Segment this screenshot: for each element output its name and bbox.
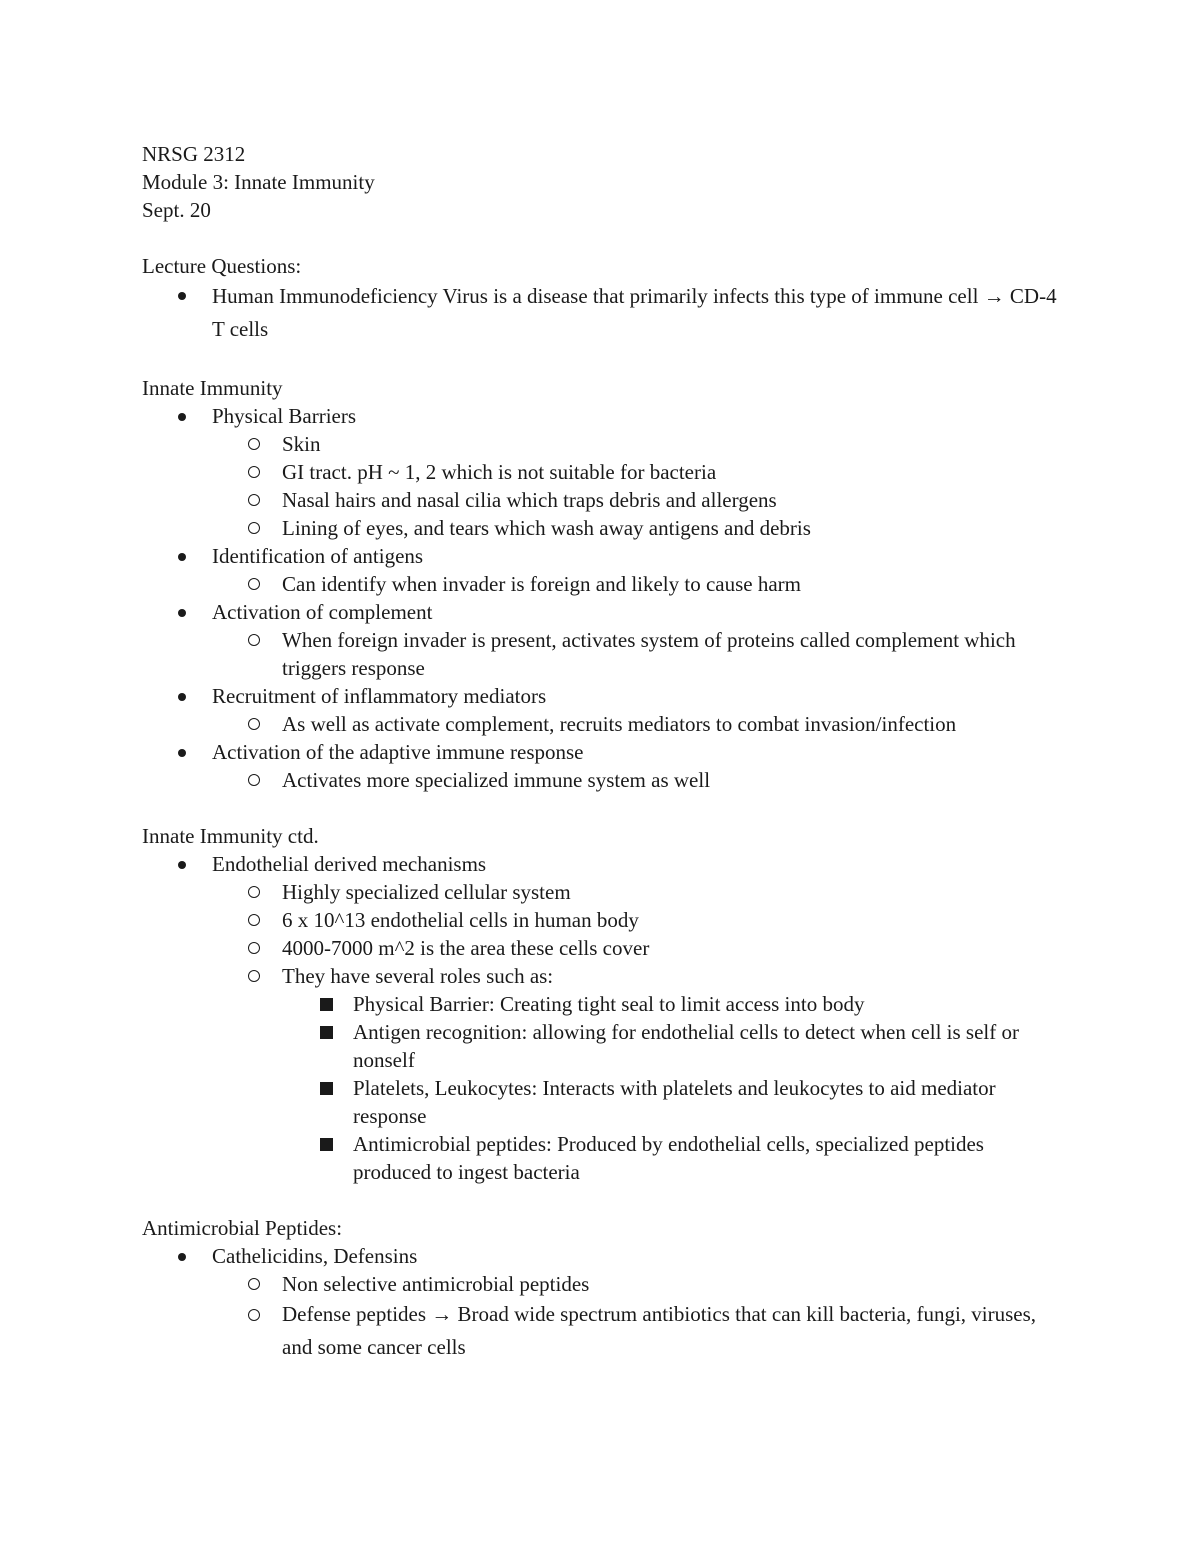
sub-list (142, 626, 1062, 682)
list-item (142, 990, 1062, 1018)
bullet-dot (178, 861, 186, 869)
list-item (142, 514, 1062, 542)
innate-immunity-ctd-heading: Innate Immunity ctd. (142, 824, 319, 848)
sub-list (142, 570, 1062, 598)
sub-list (142, 1270, 1062, 1364)
list-item (142, 878, 1062, 906)
list-item (142, 1298, 1062, 1364)
antimicrobial-peptides-list (142, 1242, 1062, 1364)
bullet-dot (178, 553, 186, 561)
antimicrobial-peptides-heading: Antimicrobial Peptides: (142, 1216, 343, 1240)
bullet-circle (248, 466, 260, 478)
bullet-circle (248, 942, 260, 954)
list-item (142, 430, 1062, 458)
bullet-circle (248, 634, 260, 646)
bullet-circle (248, 886, 260, 898)
item-label: Physical Barriers (212, 404, 357, 428)
item-text: GI tract. pH ~ 1, 2 which is not suitable for bacteria (282, 460, 717, 484)
notes-page (142, 140, 1062, 1364)
item-label: Activation of complement (212, 600, 433, 624)
list-item (142, 738, 1062, 766)
list-item (142, 962, 1062, 990)
item-text: Can identify when invader is foreign and likely to cause harm (282, 572, 802, 596)
list-item (142, 850, 1062, 878)
item-text: Platelets, Leukocytes: Interacts with platelets and leukocytes to aid mediator response (353, 1076, 996, 1128)
item-text: Activates more specialized immune system as well (282, 768, 711, 792)
item-text: Highly specialized cellular system (282, 880, 571, 904)
item-text: Defense peptides → Broad wide spectrum antibiotics that can kill bacteria, fungi, viruses, and some cancer cells (282, 1302, 1037, 1359)
item-text: Skin (282, 432, 321, 456)
bullet-square (320, 1026, 333, 1039)
bullet-circle (248, 1309, 260, 1321)
list-item (142, 766, 1062, 794)
item-text: Non selective antimicrobial peptides (282, 1272, 590, 1296)
bullet-circle (248, 914, 260, 926)
sub-list (142, 710, 1062, 738)
bullet-circle (248, 578, 260, 590)
list-item (142, 570, 1062, 598)
list-item (142, 402, 1062, 430)
item-label: Identification of antigens (212, 544, 424, 568)
note-date: Sept. 20 (142, 198, 211, 222)
item-label: Activation of the adaptive immune response (212, 740, 584, 764)
list-item (142, 280, 1062, 346)
list-item (142, 710, 1062, 738)
bullet-dot (178, 693, 186, 701)
bullet-circle (248, 494, 260, 506)
lecture-questions-list (142, 280, 1062, 346)
course-code: NRSG 2312 (142, 142, 246, 166)
item-text: Physical Barrier: Creating tight seal to limit access into body (353, 992, 865, 1016)
innate-immunity-list (142, 402, 1062, 794)
item-text: 6 x 10^13 endothelial cells in human body (282, 908, 639, 932)
bullet-dot (178, 292, 186, 300)
bullet-circle (248, 774, 260, 786)
bullet-dot (178, 609, 186, 617)
question-text: Human Immunodeficiency Virus is a disease that primarily infects this type of immune cell → CD-4 T cells (212, 284, 1057, 341)
module-title: Module 3: Innate Immunity (142, 170, 375, 194)
bullet-circle (248, 1278, 260, 1290)
item-label: Recruitment of inflammatory mediators (212, 684, 547, 708)
item-text: 4000-7000 m^2 is the area these cells cover (282, 936, 650, 960)
bullet-circle (248, 438, 260, 450)
list-item (142, 1242, 1062, 1270)
list-item (142, 906, 1062, 934)
list-item (142, 486, 1062, 514)
item-text: Nasal hairs and nasal cilia which traps debris and allergens (282, 488, 777, 512)
list-item (142, 542, 1062, 570)
item-text: When foreign invader is present, activates system of proteins called complement which triggers response (282, 628, 1016, 680)
bullet-dot (178, 749, 186, 757)
bullet-square (320, 998, 333, 1011)
list-item (142, 626, 1062, 682)
list-item (142, 1130, 1062, 1186)
item-text: Antigen recognition: allowing for endothelial cells to detect when cell is self or nonself (353, 1020, 1019, 1072)
bullet-dot (178, 413, 186, 421)
lecture-questions-heading: Lecture Questions: (142, 254, 302, 278)
bullet-circle (248, 718, 260, 730)
item-label: Endothelial derived mechanisms (212, 852, 487, 876)
item-text: Lining of eyes, and tears which wash away antigens and debris (282, 516, 811, 540)
list-item (142, 458, 1062, 486)
list-item (142, 934, 1062, 962)
list-item (142, 1018, 1062, 1074)
list-item (142, 1270, 1062, 1298)
sub-list (142, 878, 1062, 1186)
innate-immunity-ctd-list (142, 850, 1062, 1186)
sub-list (142, 766, 1062, 794)
item-label: Cathelicidins, Defensins (212, 1244, 418, 1268)
item-text: Antimicrobial peptides: Produced by endothelial cells, specialized peptides produced to ingest bacteria (353, 1132, 984, 1184)
list-item (142, 682, 1062, 710)
item-text: As well as activate complement, recruits mediators to combat invasion/infection (282, 712, 957, 736)
sub-list (142, 430, 1062, 542)
bullet-dot (178, 1253, 186, 1261)
item-text: They have several roles such as: (282, 964, 554, 988)
list-item (142, 1074, 1062, 1130)
bullet-circle (248, 522, 260, 534)
bullet-square (320, 1082, 333, 1095)
roles-list (142, 990, 1062, 1186)
list-item (142, 598, 1062, 626)
bullet-circle (248, 970, 260, 982)
innate-immunity-heading: Innate Immunity (142, 376, 283, 400)
bullet-square (320, 1138, 333, 1151)
